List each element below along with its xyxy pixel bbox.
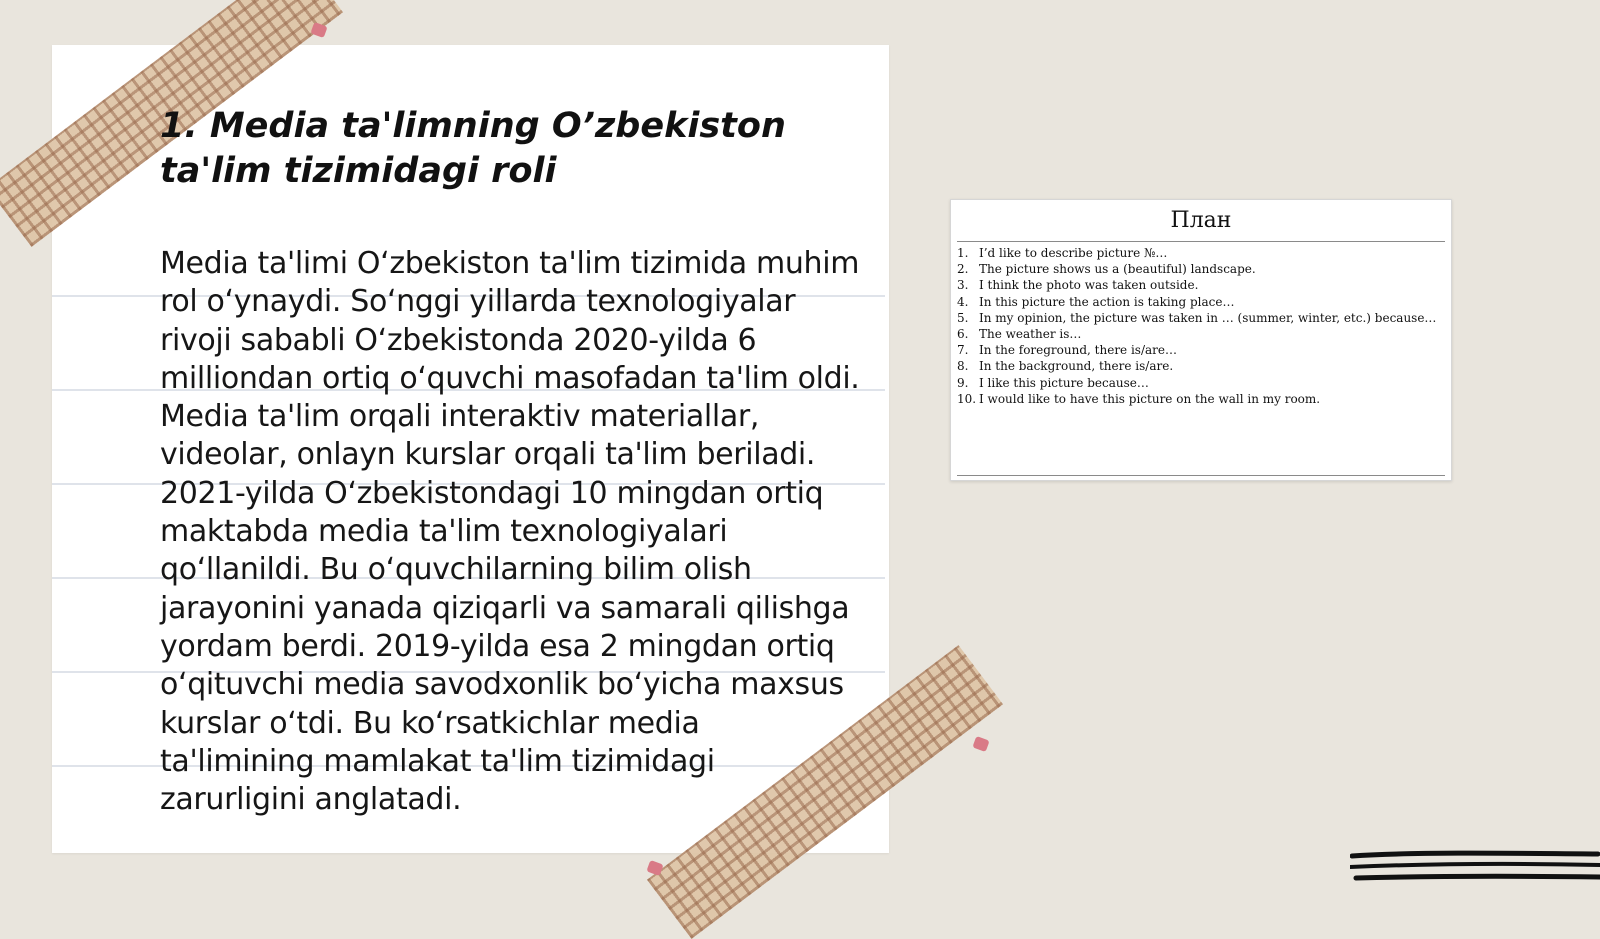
plan-item: 7. In the foreground, there is/are…	[957, 343, 1177, 358]
plan-item: 3. I think the photo was taken outside.	[957, 278, 1199, 293]
brush-stroke-decoration	[1350, 849, 1600, 889]
plan-image-card	[950, 199, 1452, 481]
tape-corner-pin	[972, 736, 989, 752]
plan-item: 8. In the background, there is/are.	[957, 359, 1174, 374]
plan-item: 10. I would like to have this picture on the wall in my room.	[957, 391, 1321, 406]
plan-item: 4. In this picture the action is taking place…	[957, 294, 1235, 309]
plan-top-rule	[957, 241, 1445, 242]
plan-item: 9. I like this picture because…	[957, 375, 1149, 390]
plan-item: 6. The weather is…	[957, 327, 1082, 342]
plan-title: План	[1170, 208, 1232, 233]
plan-item: 1. I’d like to describe picture №…	[957, 246, 1168, 260]
slide-title: 1. Media ta'limning O’zbekiston ta'lim tizimidagi roli	[160, 106, 786, 191]
plan-list	[957, 245, 1436, 407]
plan-item: 2. The picture shows us a (beautiful) landscape.	[957, 262, 1256, 277]
plan-item: 5. In my opinion, the picture was taken in … (summer, winter, etc.) because…	[957, 310, 1437, 325]
plan-bottom-rule	[957, 475, 1445, 476]
slide-body-text: Media ta'limi O‘zbekiston ta'lim tizimida muhim rol o‘ynaydi. So‘nggi yillarda texnologiyalar rivoji sababli O‘zbekistonda 2020-yilda 6 milliondan ortiq o‘quvchi masofadan ta'lim oldi. Media ta'lim orqali interaktiv materiallar, videolar, onlayn kurslar orqali ta'lim beriladi. 2021-yilda O‘zbekistondagi 10 mingdan ortiq maktabda media ta'lim texnologiyalari qo‘llanildi. Bu o‘quvchilarning bilim olish jarayonini yanada qiziqarli va samarali qilishga yordam berdi. 2019-yilda esa 2 mingdan ortiq o‘qituvchi media savodxonlik bo‘yicha maxsus kurslar o‘tdi. Bu ko‘rsatkichlar media ta'limining mamlakat ta'lim tizimidagi zarurligini anglatadi.	[160, 246, 860, 818]
